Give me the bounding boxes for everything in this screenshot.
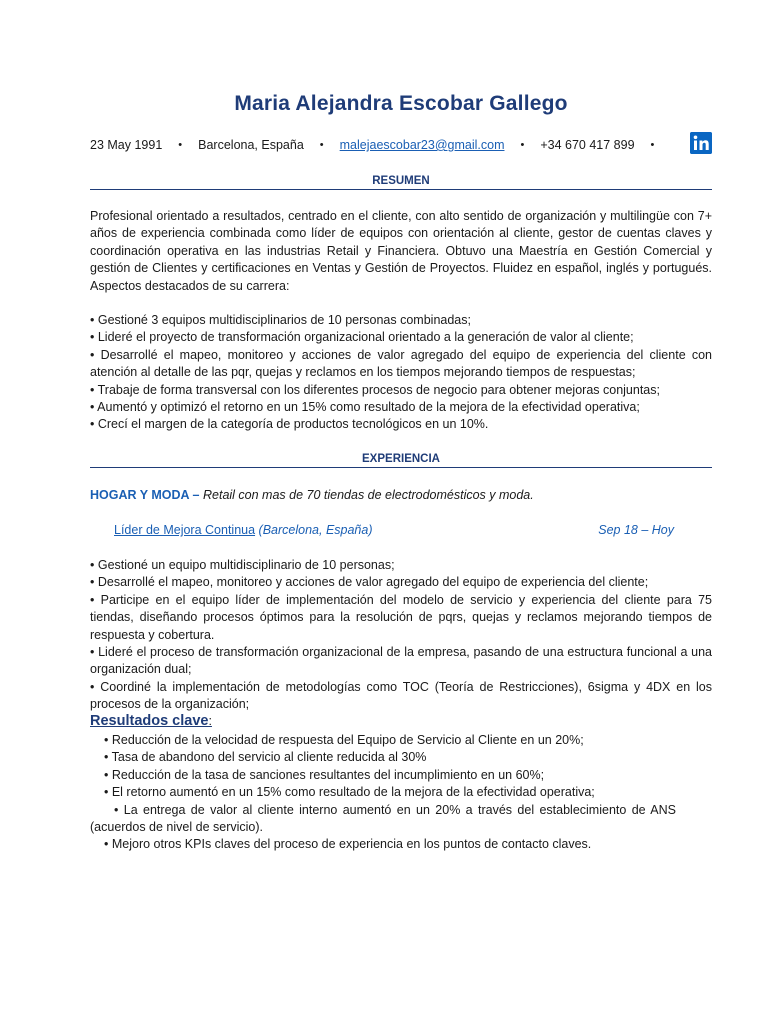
contact-line	[90, 138, 712, 152]
list-item: • Crecí el margen de la categoría de productos tecnológicos en un 10%.	[90, 417, 489, 432]
list-item: • Participe en el equipo líder de implementación del modelo de servicio y experiencia del cliente para 75 tiendas, diseñando procesos óptimos para la resolución de pqrs, quejas y reclamos mejorando tiempos de respuesta y cobertura.	[90, 592, 712, 642]
company-description: Retail con mas de 70 tiendas de electrodomésticos y moda.	[203, 488, 534, 502]
summary-heading: RESUMEN	[90, 175, 712, 190]
summary-paragraph: Profesional orientado a resultados, centrado en el cliente, con alto sentido de organización y multilingüe con 7+ años de experiencia combinada como líder de equipos con orientación al cliente, gestor de cuentas claves y coordinación operativa en las industrias Retail y Financiera. Obtuvo una Maestría en Gestión Comercial y gestión de Clientes y certificaciones en Ventas y Gestión de Proyectos. Fluidez en español, inglés y portugués. Aspectos destacados de su carrera:	[90, 209, 712, 293]
list-item: • Gestioné un equipo multidisciplinario de 10 personas;	[90, 558, 395, 572]
list-item: • El retorno aumentó en un 15% como resultado de la mejora de la efectividad operativa;	[104, 785, 595, 800]
list-item: • Desarrollé el mapeo, monitoreo y acciones de valor agregado del equipo de experiencia del cliente;	[90, 575, 649, 590]
candidate-name: Maria Alejandra Escobar Gallego	[234, 92, 568, 115]
list-item: • Tasa de abandono del servicio al cliente reducida al 30%	[104, 750, 427, 765]
role-line	[114, 523, 674, 537]
role-location: (Barcelona, España)	[258, 523, 373, 537]
location: Barcelona, España	[198, 138, 304, 152]
list-item: • Mejoro otros KPIs claves del proceso de experiencia en los puntos de contacto claves.	[104, 837, 592, 852]
results-list	[90, 732, 676, 854]
experience-bullets	[90, 557, 712, 714]
phone: +34 670 417 899	[540, 138, 635, 152]
list-item: • Reducción de la tasa de sanciones resultantes del incumplimiento en un 60%;	[104, 767, 545, 782]
list-item: • Aumentó y optimizó el retorno en un 15% como resultado de la mejora de la efectividad operativa;	[90, 400, 640, 415]
list-item: • Gestioné 3 equipos multidisciplinarios de 10 personas combinadas;	[90, 313, 471, 328]
role-dates: Sep 18 – Hoy	[598, 523, 674, 537]
linkedin-icon[interactable]	[690, 132, 712, 154]
results-title	[90, 713, 212, 729]
list-item: • Reducción de la velocidad de respuesta del Equipo de Servicio al Cliente en un 20%;	[104, 733, 584, 747]
company-line	[90, 488, 534, 502]
list-item: • Desarrollé el mapeo, monitoreo y acciones de valor agregado del equipo de experiencia del cliente con atención al detalle de las pqr, quejas y reclamos en los tiempos mejorando tiempos de respuestas;	[90, 347, 712, 380]
list-item: • La entrega de valor al cliente interno aumentó en un 20% a través del establecimiento de ANS (acuerdos de nivel de servicio).	[90, 802, 676, 835]
list-item: • Lideré el proyecto de transformación organizacional orientado a la generación de valor al cliente;	[90, 330, 634, 345]
results-colon: :	[208, 714, 212, 728]
separator: •	[178, 139, 183, 151]
list-item: • Trabaje de forma transversal con los diferentes procesos de negocio para obtener mejoras conjuntas;	[90, 382, 660, 397]
separator: •	[520, 139, 525, 151]
separator: •	[650, 139, 655, 151]
company-name: HOGAR Y MODA –	[90, 488, 200, 502]
role-title: Líder de Mejora Continua	[114, 523, 256, 537]
email-link[interactable]: malejaescobar23@gmail.com	[339, 138, 505, 152]
summary-section	[90, 208, 712, 434]
list-item: • Lideré el proceso de transformación organizacional de la empresa, pasando de una estructura funcional a una organización dual;	[90, 645, 712, 677]
summary-bullets	[90, 312, 712, 434]
results-title-text: Resultados clave	[90, 713, 209, 729]
birthdate: 23 May 1991	[90, 138, 163, 152]
list-item: • Coordiné la implementación de metodologías como TOC (Teoría de Restricciones), 6sigma y 4DX en los procesos de la organización;	[90, 679, 712, 712]
separator: •	[319, 139, 324, 151]
experience-heading: EXPERIENCIA	[90, 453, 712, 468]
